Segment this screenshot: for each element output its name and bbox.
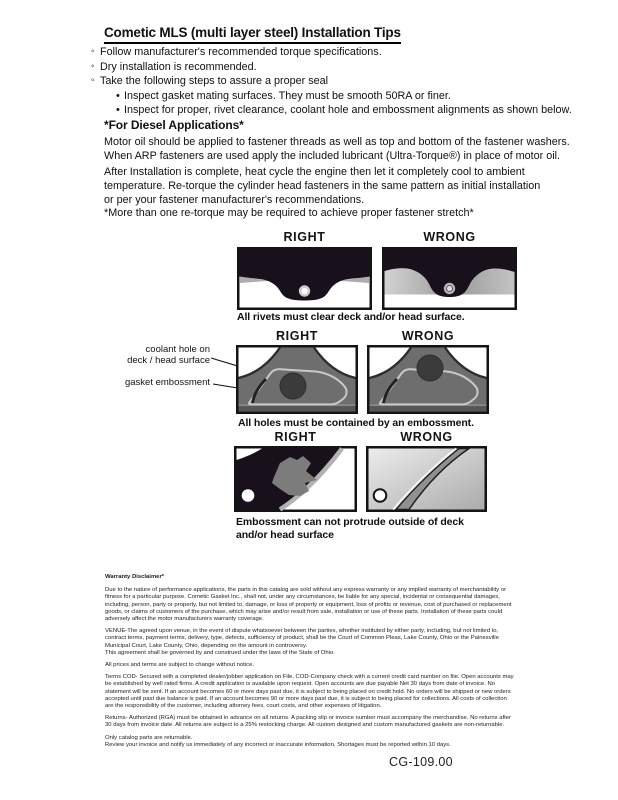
- legal-line: including, person, party or property, but not limited to, damage, or loss of property or equipment, loss of profits or revenue, cost of purchased or replacement: [105, 601, 512, 608]
- list-item: [91, 45, 572, 60]
- gasket-embossment-callout: gasket embossment: [124, 377, 210, 388]
- legal-line: Only catalog parts are returnable.: [105, 734, 193, 741]
- warranty-paragraph: [105, 587, 575, 623]
- dot-bullet-icon: •: [116, 104, 120, 117]
- list-item: [116, 103, 572, 118]
- legal-line: be established by well rated firms. A credit application is available upon request. Open accounts are due payable Net 30 days from date of invoice. No: [105, 681, 495, 688]
- legal-line: adversely affect the motor manufacturers warranty coverage.: [105, 616, 264, 623]
- prices-paragraph: All prices and terms are subject to change without notice.: [105, 662, 254, 669]
- legal-line: Due to the nature of performance applications, the parts in this catalog are sold without any express warranty or any implied warranty of merchantability or: [105, 587, 507, 594]
- rivet-clearance-right-figure: [237, 247, 372, 310]
- diesel-heading: *For Diesel Applications*: [104, 118, 244, 132]
- document-number: CG-109.00: [389, 755, 453, 769]
- bullet-text: Follow manufacturer's recommended torque specifications.: [100, 46, 382, 58]
- bullet-text: Inspect for proper, rivet clearance, coolant hole and embossment alignments as shown below.: [124, 104, 572, 117]
- row2-caption: All holes must be contained by an embossment.: [238, 417, 474, 429]
- right-label: RIGHT: [276, 329, 318, 343]
- bullet-list: [91, 45, 572, 118]
- legal-line: Terms COD- Secured with a completed dealer/jobber application on File, COD-Company check with a current credit card number on file. Open accounts may: [105, 674, 514, 681]
- list-item: [91, 60, 572, 75]
- bullet-text: Inspect gasket mating surfaces. They must be smooth 50RA or finer.: [124, 89, 451, 102]
- page-title: Cometic MLS (multi layer steel) Installation Tips: [104, 25, 401, 44]
- dot-bullet-icon: •: [116, 89, 120, 102]
- hollow-bullet-icon: ◦: [91, 75, 95, 87]
- caption-line: Embossment can not protrude outside of deck: [236, 516, 464, 528]
- text-line: After Installation is complete, heat cycle the engine then let it completely cool to ambient: [104, 166, 525, 178]
- bullet-text: Take the following steps to assure a proper seal: [100, 75, 329, 88]
- hollow-bullet-icon: ◦: [91, 60, 95, 72]
- text-line: temperature. Re-torque the cylinder head fasteners in the same pattern as initial installation: [104, 180, 541, 192]
- callout-line: coolant hole on: [145, 344, 210, 355]
- bolt-hole: [242, 489, 255, 502]
- returns-paragraph: [105, 715, 575, 729]
- wrong-label: WRONG: [401, 329, 455, 343]
- legal-line: This agreement shall be governed by and construed under the laws of the State of Ohio.: [105, 649, 335, 656]
- caption-line: and/or head surface: [236, 528, 334, 541]
- list-item: [91, 74, 572, 89]
- legal-line: accepted until past due balance is paid. If an account becomes 90 or more days past due, it is subject to being placed for collections. All costs of collection: [105, 695, 507, 702]
- venue-paragraph: [105, 628, 575, 657]
- text-line: or per your fastener manufacturer's recommendations.: [104, 194, 365, 206]
- coolant-hole: [417, 355, 443, 381]
- legal-line: 30 days from invoice date. All returns are subject to a 25% restocking charge. All custom designed and custom manufactured gaskets are non-returnable.: [105, 722, 505, 729]
- right-label: RIGHT: [283, 230, 326, 244]
- callout-line: deck / head surface: [127, 355, 210, 366]
- bullet-text: Dry installation is recommended.: [100, 60, 257, 73]
- legal-line: Review your invoice and notify us immediately of any incorrect or inaccurate information. Shortages must be reported within 10 days.: [105, 741, 451, 748]
- hollow-bullet-icon: ◦: [91, 46, 95, 57]
- text-line: When ARP fasteners are used apply the included lubricant (Ultra-Torque®) in place of motor oil.: [104, 150, 561, 162]
- embossment-wrong-figure: [367, 345, 489, 414]
- right-label: RIGHT: [274, 430, 317, 444]
- legal-line: statement will be sent. If an account becomes 60 or more days past due, it is subject to being placed on credit hold. No orders will be shipped or new orders: [105, 688, 511, 695]
- legal-line: Returns- Authorized (RGA) must be obtained in advance on all returns. A packing slip or invoice number must accompany the merchandise. No returns after: [105, 715, 512, 722]
- coolant-hole: [280, 373, 306, 399]
- legal-line: are the responsibility of the customer, including attorney fees, court costs, and other expenses of litigation.: [105, 703, 382, 710]
- legal-line: VENUE-The agreed upon venue, in the event of dispute whatsoever between the parties, whether instituted by either party, including, but not limited to,: [105, 628, 499, 635]
- terms-cod-paragraph: [105, 674, 575, 710]
- deck-edge-wrong-figure: [366, 446, 487, 512]
- deck-edge-right-figure: [234, 446, 357, 512]
- diesel-paragraph-1: [104, 135, 570, 163]
- bolt-hole: [374, 489, 387, 502]
- legal-text: [105, 574, 575, 754]
- legal-line: contract terms, payment terms, delivery, type, defects, sufficiency of product, shall be the Court of Common Pleas, Lake County, Ohio or the Painesville: [105, 635, 499, 642]
- list-item: [116, 89, 572, 104]
- text-line: Motor oil should be applied to fastener threads as well as top and bottom of the fastener washers.: [104, 136, 570, 148]
- retorque-note: *More than one re-torque may be required to achieve proper fastener stretch*: [104, 207, 474, 219]
- wrong-label: WRONG: [400, 430, 453, 444]
- embossment-right-figure: [236, 345, 358, 414]
- coolant-hole-callout: [100, 344, 210, 366]
- legal-line: Municipal Court, Lake County, Ohio, depending on the amount in controversy.: [105, 642, 308, 649]
- catalog-parts-paragraph: [105, 735, 575, 749]
- row3-caption: [236, 516, 464, 541]
- rivet-clearance-wrong-figure: [382, 247, 517, 310]
- wrong-label: WRONG: [423, 230, 476, 244]
- legal-line: goods, or claims of customers of the purchase, which may arise and/or result from sale, installation or use of these parts. Installation of these parts could: [105, 608, 503, 615]
- diesel-paragraph-2: [104, 165, 540, 207]
- warranty-disclaimer-heading: Warranty Disclaimer*: [105, 574, 165, 580]
- row1-caption: All rivets must clear deck and/or head surface.: [237, 311, 465, 323]
- legal-line: fitness for a particular purpose. Cometic Gasket Inc., shall not, under any circumstances, be liable for any special, incidental or consequential damages,: [105, 594, 500, 601]
